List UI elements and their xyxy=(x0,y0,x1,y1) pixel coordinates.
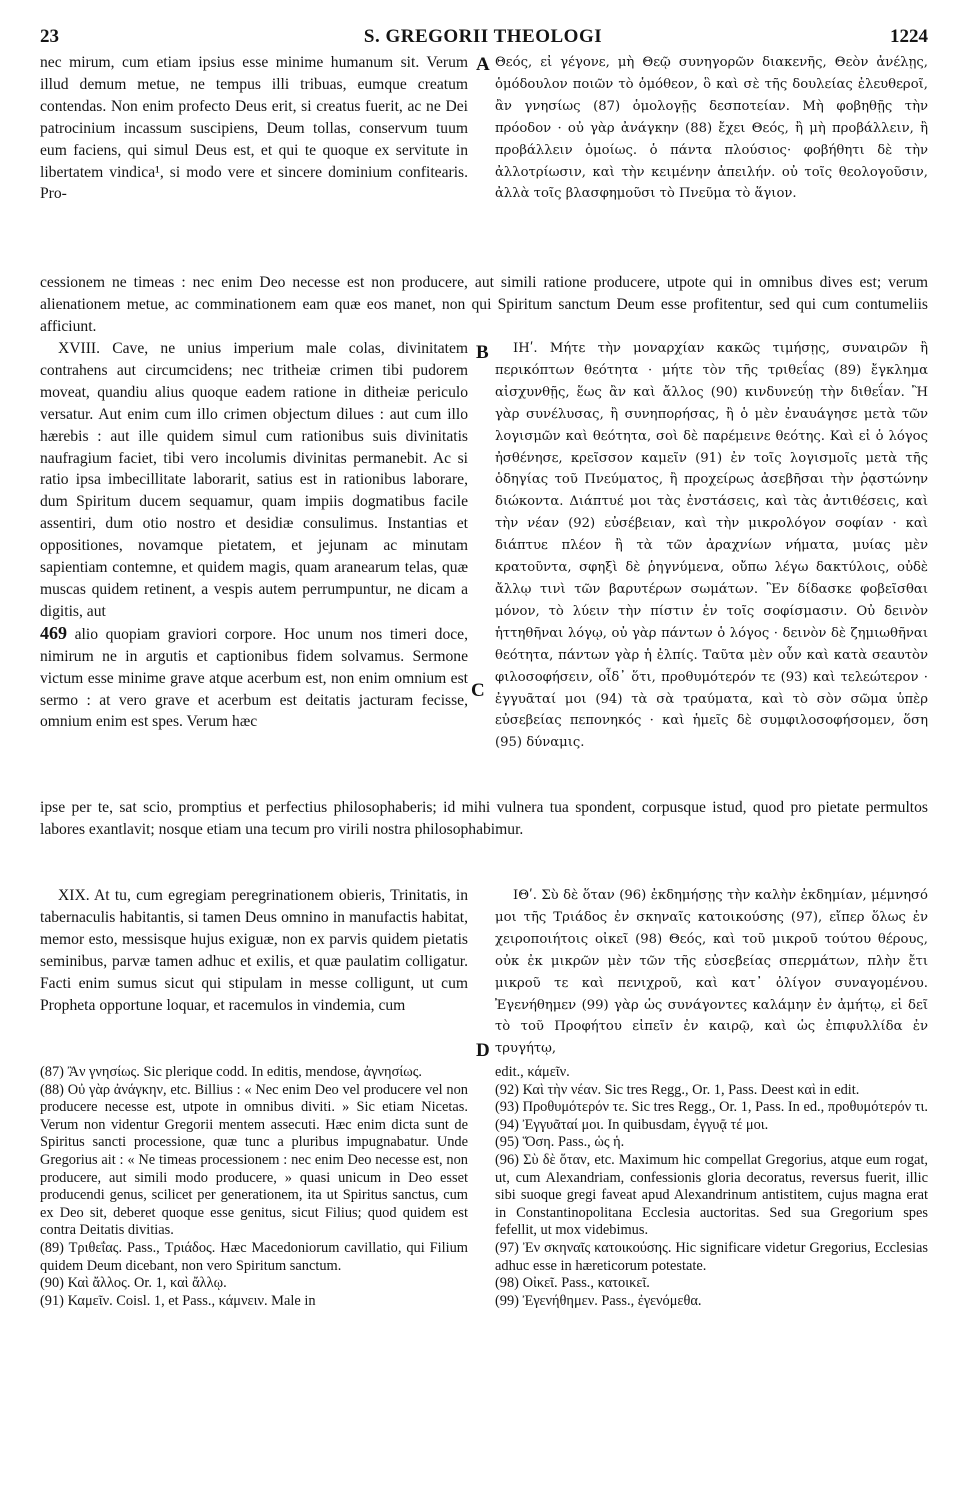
page-number: 23 xyxy=(40,26,59,47)
column-marker-d: D xyxy=(476,1040,490,1061)
running-title: S. GREGORII THEOLOGI xyxy=(363,26,603,47)
full-width-text-2 xyxy=(40,797,928,841)
footnotes-left xyxy=(40,1064,468,1310)
footnote: (88) Οὐ γὰρ ἀνάγκην, etc. Billius : « Nec enim Deo vel producere vel non producere necesse est, utpote in omnibus diviti. » Sic etiam Nicetas. Verum non videntur Gregorii mentem assecuti. Hæc enim dicta sunt de Spiritus sancti processione, quæ tunc a pluribus impugnabatur. Unde Gregorius ait : « Ne timeas processionem : nec enim Deo necesse est, non producere, aut simili modo producere, » quasi unicum in Deo esset producendi genus, scilicet per generationem, ita ut Spiritus sanctus, cum ex Deo sit, deberet quoque esse genitus, sicut Filius; quod quidem est contra Deitatis divitias. xyxy=(40,1081,468,1239)
column-marker-a: A xyxy=(476,54,490,75)
footnote: (89) Τριθεΐας. Pass., Τριάδος. Hæc Macedoniorum cavillatio, qui Filium quidem Deum dicebant, non vero Spiritum sanctum. xyxy=(40,1239,468,1274)
footnote: (97) Ἐν σκηναῖς κατοικούσης. Hic significare videtur Gregorius, Ecclesias adhuc esse in hæreticorum potestate. xyxy=(495,1239,928,1274)
footnote-continuation: edit., κάμεῖν. xyxy=(495,1064,570,1080)
greek-column-1 xyxy=(495,52,928,205)
column-number: 1224 xyxy=(890,26,928,47)
footnote: (91) Καμεῖν. Coisl. 1, et Pass., κάμνειν. Male in xyxy=(40,1292,316,1309)
greek-paragraph: Θεός, εἰ γέγονε, μὴ Θεῷ συνηγορῶν διακενῆς, Θεὸν ἀνέλῃς, ὁμόδουλον ποιῶν τὸ ὁμόθεον, ὃ καὶ σὲ τῆς δουλείας ἐλευθεροῖ, ἂν γνησίως (87) ὁμολογῇς δεσποτείαν. Μὴ φοβηθῇς τὴν πρόοδον · οὐ γὰρ ἀνάγκην (88) ἔχει Θεός, ἢ μὴ προβάλλειν, ἢ προβάλλειν ὁμοίως. ὁ πάντα πλούσιος· φοβήθητι δὲ τὴν ἀλλοτρίωσιν, καὶ τὴν κειμένην ἀπειλήν. οὐ τοῖς θεολογοῦσιν, ἀλλὰ τοῖς βλασφημοῦσι τὸ Πνεῦμα τὸ ἅγιον. xyxy=(495,55,928,202)
greek-column-2 xyxy=(495,338,928,754)
latin-text-b: alio quopiam graviori corpore. Hoc unum nos timeri doce, nimirum ne in argutis et captionibus fidem solvamus. Sermone victum esse minime grave atque acerbum est, non enim omnium est sermo : at vero grave et acerbum est deitatis jacturam fecisse, omnium enim est spes. Verum hæc xyxy=(40,625,468,731)
latin-paragraph: nec mirum, cum etiam ipsius esse minime humanum sit. Verum illud demum metue, ne tempus illi tribuas, eumque creatum contendas. Non enim profecto Deus erit, si creatus fuerit, ac ne Dei patrocinium incassum suscipiens, Deum tollas, conservum tuum eum faciens, qui simul Deus est, et qui te quoque ex servitute in libertatem vindica¹, si modo vere et sincere dominium confitearis. Pro- xyxy=(40,54,468,203)
latin-paragraph: ipse per te, sat scio, promptius et perfectius philosophaberis; id mihi vulnera tua spondent, corpusque istud, quod pro pietate permultos labores exantlavit; nosque etiam una tecum pro virili nostra philosophabimur. xyxy=(40,799,928,838)
latin-column-2 xyxy=(40,338,468,733)
footnote: (87) Ἂν γνησίως. Sic plerique codd. In editis, mendose, ἀγνησίως. xyxy=(40,1064,422,1080)
latin-text-a: XVIII. Cave, ne unius imperium male colas, divinitatem contrahens aut circumcidens; nec tritheiæ crimen tibi pudorem moveat, quandiu alius quoque eadem ratione in ditheiæ periculo versatur. Aut enim cum illo crimen objectum dilues : aut cum illo hærebis : aut ille quidem simul cum rationibus suis divinitatis naufragium faciet, tibi vero incolumis divinitas permanebit. Ac si ratio ipsa imbecillitate laborarit, satius est in rationibus laborare, dum Spiritum ducem sequamur, quam impiis dogmatibus facile assentiri, dum otio nostro et desidiæ consulimus. Instantias et oppositiones, novamque pietatem, et jejunam ac minutam sapientiam contemne, et quidem magis, quam aranearum telas, quæ muscas quidem retinent, a vespis autem perrumpuntur, ne dicam a digitis, aut xyxy=(40,340,468,620)
footnote: (96) Σὺ δὲ ὅταν, etc. Maximum hic compellat Gregorius, atque eum rogat, ut, cum Alexandriam, confessionis gloria decoratus, reversus fuerit, illic sibi suoque gregi faveat apud Alexandrinum antistitem, cujus magna erat in Constantinopolitana Ecclesia auctoritas. Sed sua Gregorium spes fefellit, ut mox videbimus. xyxy=(495,1151,928,1239)
latin-column-1 xyxy=(40,52,468,205)
running-header xyxy=(0,8,966,48)
footnote: (98) Οἰκεῖ. Pass., κατοικεῖ. xyxy=(495,1275,650,1292)
greek-paragraph-ith: ΙΘʹ. Σὺ δὲ ὅταν (96) ἐκδημήσῃς τὴν καλὴν ἐκδημίαν, μέμνησό μοι τῆς Τριάδος ἐν σκηναῖς κατοικούσης (97), εἴπερ ὅλως ἐν χειροποιήτοις οἰκεῖ (98) Θεός, καὶ τοῦ μικροῦ τούτου θέρους, οὐκ ἐκ μικρῶν μὲν τῶν τῆς εὐσεβείας σπερμάτων, πλὴν ἔτι μικροῦ τε καὶ πενιχροῦ, καὶ κατ᾽ ὀλίγον συναγομένου. Ἐγενήθημεν (99) γὰρ ὡς συνάγοντες καλάμην ἐν ἀμήτῳ, εἰ δεῖ τὸ τοῦ Προφήτου εἰπεῖν ἐν καιρῷ, καὶ ὡς ἐπιφυλλίδα ἐν τρυγήτῳ, xyxy=(495,888,928,1057)
latin-paragraph-xix: XIX. At tu, cum egregiam peregrinationem obieris, Trinitatis, in tabernaculis habitantis, si tamen Deus omnino in manufactis habitat, memor esto, messisque hujus exiguæ, non ex parvis quidem pietatis seminibus, parvæ tamen adhuc et exilis, et quæ paulatim colligatur. Facti enim sumus sicut qui stipulam in messe colligunt, ut cum Propheta opportune loquar, et racemulos in vindemia, cum xyxy=(40,887,468,1014)
footnote: (99) Ἐγενήθημεν. Pass., ἐγενόμεθα. xyxy=(495,1292,702,1309)
footnote: (94) Ἐγγυᾶταί μοι. In quibusdam, ἐγγυᾷ τέ μοι. xyxy=(495,1116,769,1133)
greek-column-3 xyxy=(495,885,928,1060)
latin-column-3 xyxy=(40,885,468,1016)
column-number-469: 469 xyxy=(40,622,67,643)
footnote: (92) Καὶ τὴν νέαν. Sic tres Regg., Or. 1, Pass. Deest καὶ in edit. xyxy=(495,1081,860,1098)
latin-paragraph-xviii xyxy=(40,338,468,733)
greek-paragraph-ih: ΙΗʹ. Μήτε τὴν μοναρχίαν κακῶς τιμήσῃς, συναιρῶν ἢ περικόπτων θεότητα · μήτε τὸν τῆς τριθεΐας (89) ἔγκλημα αἰσχυνθῇς, ἕως ἂν καὶ ἄλλος (90) κινδυνεύῃ τὴν διθεΐαν. Ἢ γὰρ συνέλυσας, ἢ συνηπορήσας, ἢ ὁ μὲν ἐναυάγησε μετὰ τῶν λογισμῶν καὶ θεότητα, σοὶ δὲ παρέμεινε θεότης. Καὶ εἰ ὁ λόγος ἠσθένησε, κρεῖσσον καμεῖν (91) ἐν τοῖς λογισμοῖς μετὰ τῆς ὁδηγίας τοῦ Πνεύματος, ἢ προχείρως ἀσεβῆσαι τὴν ῥᾳστώνην διώκοντα. Διάπτυέ μοι τὰς ἐνστάσεις, καὶ τὰς ἀντιθέσεις, καὶ τὴν νέαν (92) εὐσέβειαν, καὶ τὴν μικρολόγον σοφίαν · καὶ διάπτυε πλέον ἢ τὰ τῶν ἀραχνίων νήματα, μυίας μὲν κρατοῦντα, σφηξὶ δὲ ῥηγνύμενα, οὔπω λέγω δακτύλοις, οὐδὲ ἄλλῳ τινὶ τῶν βαρυτέρων σωμάτων. Ἓν δίδασκε φοβεῖσθαι μόνον, τὸ λύειν τὴν πίστιν ἐν τοῖς σοφίσμασιν. Οὐ δεινὸν ἡττηθῆναι λόγῳ, οὐ γὰρ πάντων ὁ λόγος · δεινὸν δὲ ζημιωθῆναι θεότητα, πάντων γὰρ ἡ ἐλπίς. Ταῦτα μὲν οὖν καὶ κατὰ σεαυτὸν φιλοσοφήσειν, οἶδ᾽ ὅτι, προθυμότερόν τε (93) καὶ τελεώτερον · ἐγγυᾶταί μοι (94) τὰ σὰ τραύματα, καὶ τὸ σὸν σῶμα ὑπὲρ εὐσεβείας πεπονηκός · καὶ ἡμεῖς δὲ συμφιλοσοφήσομεν, ὅση (95) δύναμις. xyxy=(495,341,928,751)
column-marker-c: C xyxy=(471,680,485,701)
footnote: (93) Προθυμότερόν τε. Sic tres Regg., Or. 1, Pass. In ed., προθυμότερόν τι. xyxy=(495,1099,928,1116)
footnote: (90) Καὶ ἄλλος. Or. 1, καὶ ἄλλῳ. xyxy=(40,1275,227,1292)
column-marker-b: B xyxy=(476,342,489,363)
latin-paragraph: cessionem ne timeas : nec enim Deo necesse est non producere, aut simili ratione producere, utpote qui in omnibus dives est; verum alienationem metue, ac comminationem eam quæ eos manet, non qui Spiritum sanctum Deum esse profitentur, sed qui cum contumeliis afficiunt. xyxy=(40,274,928,335)
footnotes-right xyxy=(495,1064,928,1310)
full-width-text-1 xyxy=(40,272,928,338)
footnote: (95) Ὅση. Pass., ὡς ἡ. xyxy=(495,1134,625,1151)
